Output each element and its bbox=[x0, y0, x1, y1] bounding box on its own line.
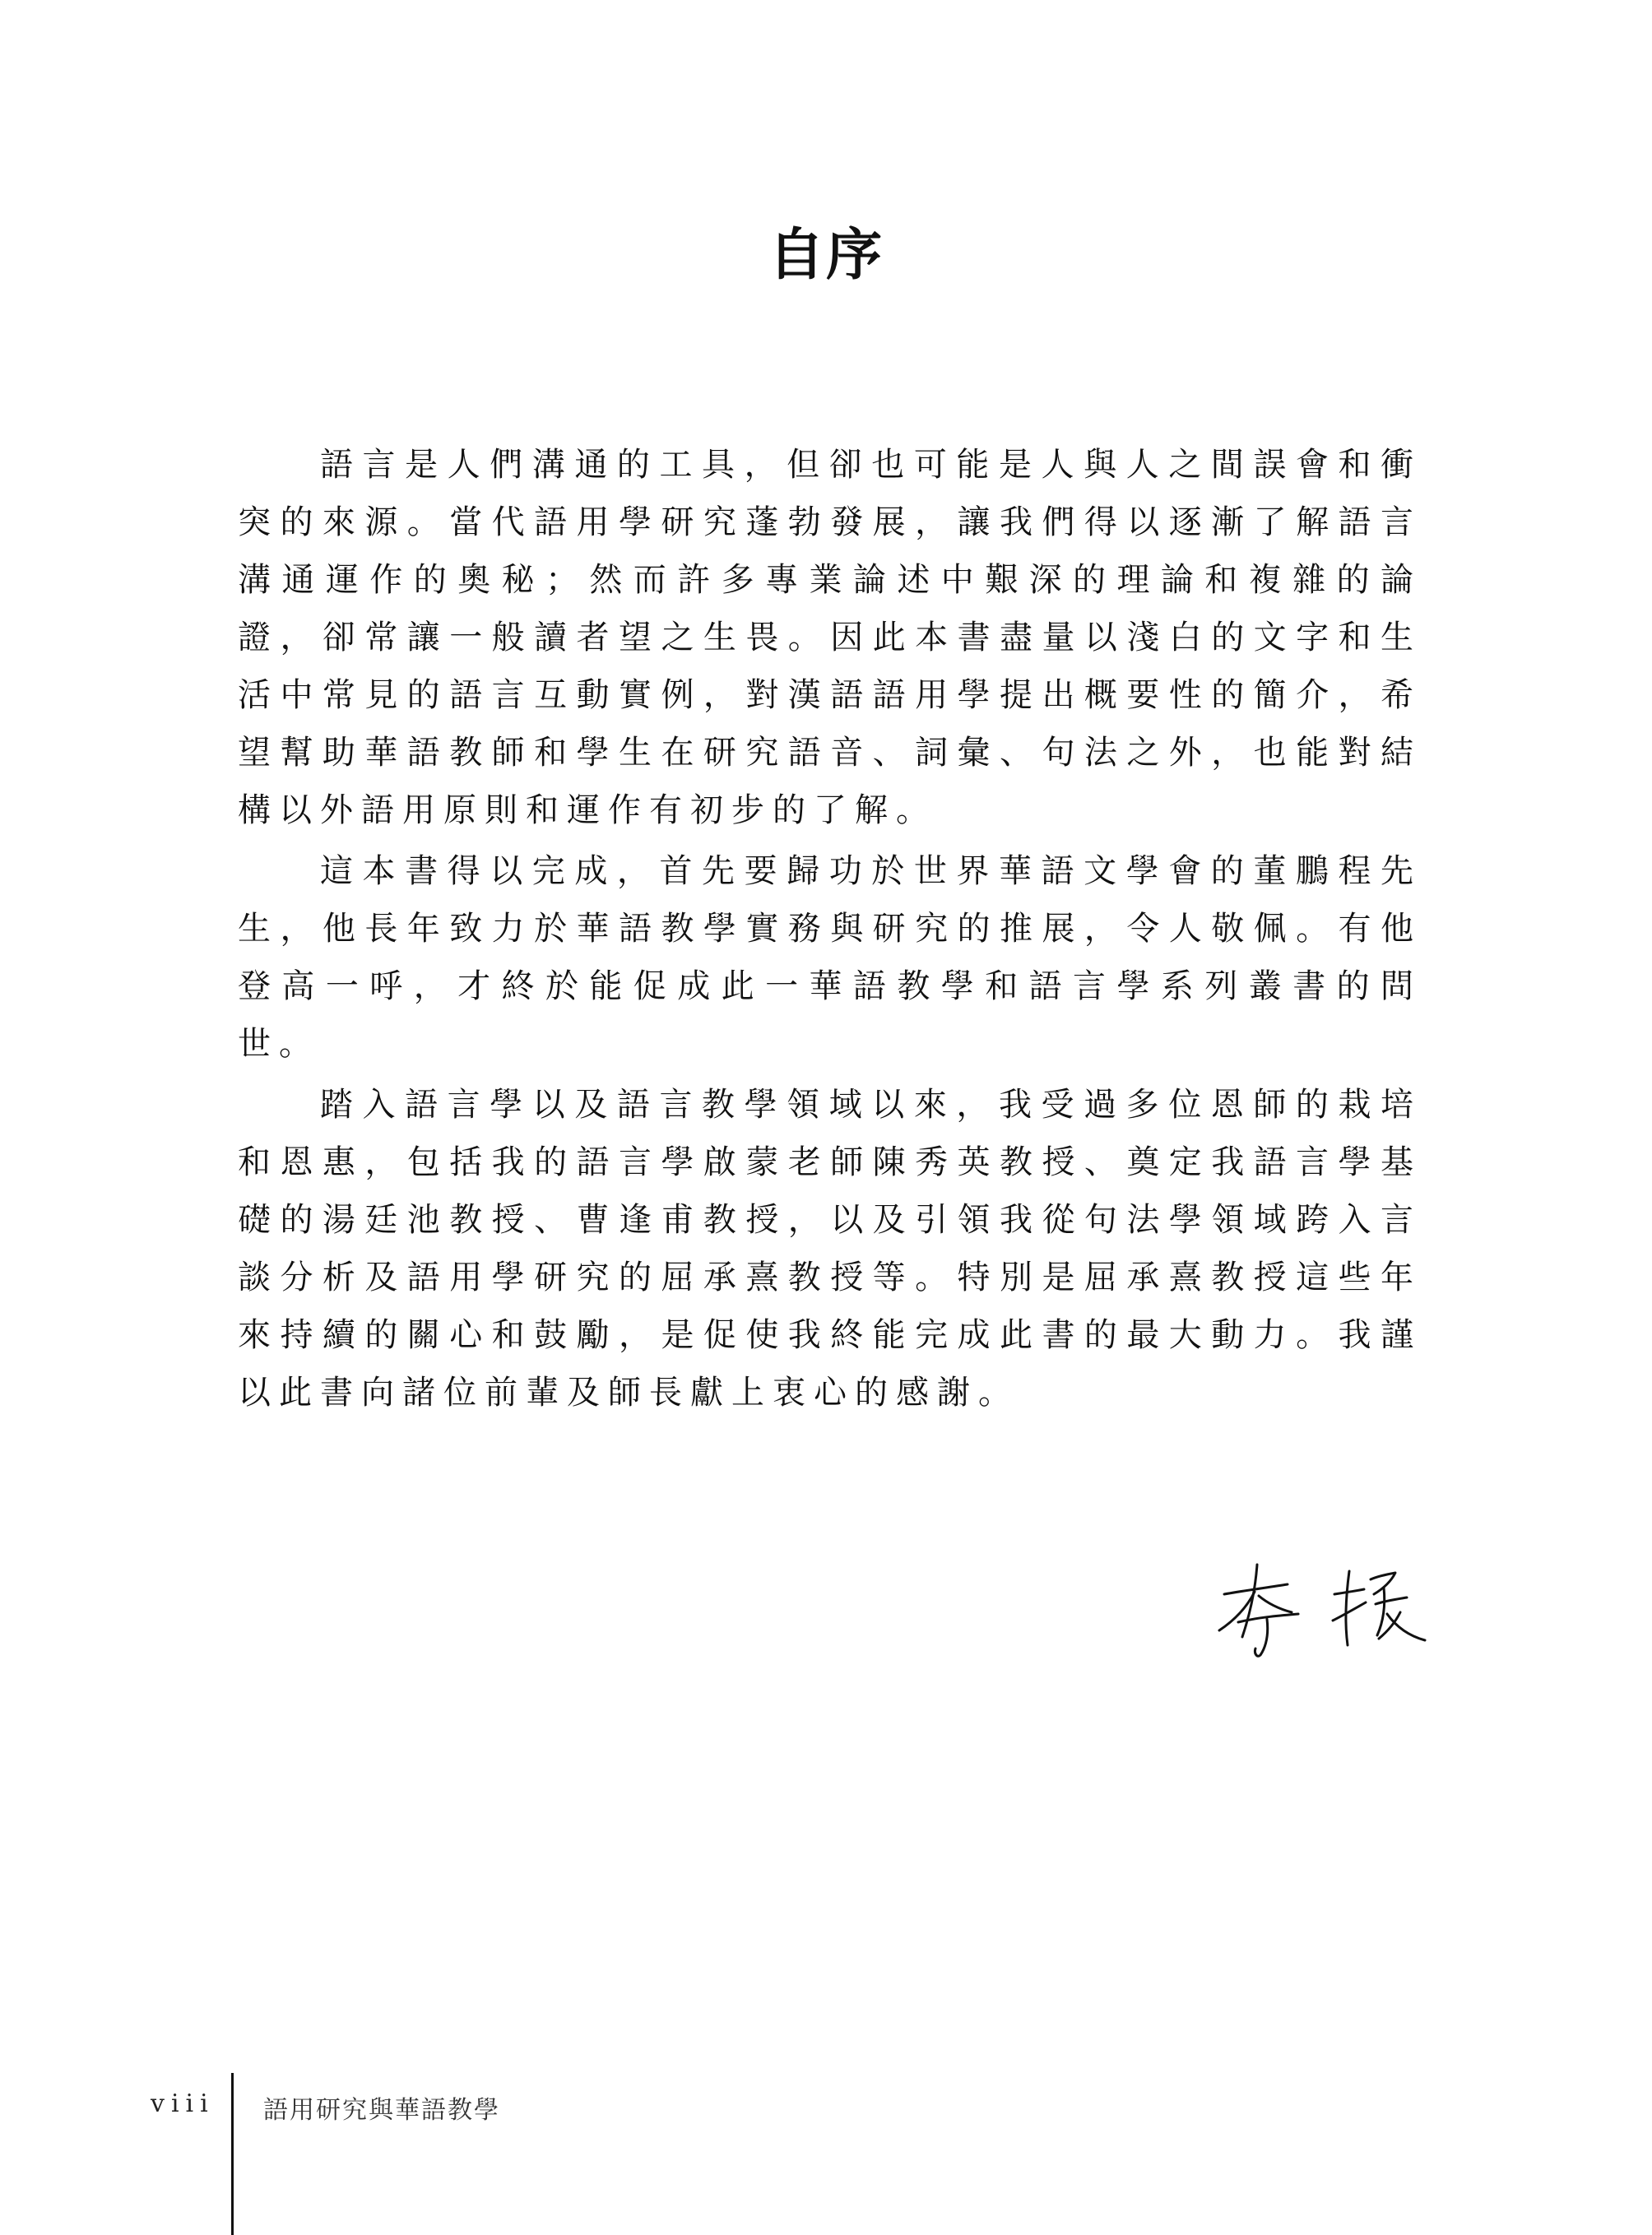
footer-divider bbox=[231, 2073, 234, 2235]
preface-body bbox=[238, 436, 1422, 1425]
paragraph-1: 語言是人們溝通的工具，但卻也可能是人與人之間誤會和衝突的來源。當代語用學研究蓬勃發展，讓我們得以逐漸了解語言溝通運作的奧秘；然而許多專業論述中艱深的理論和複雜的論證，卻常讓一般讀者望之生畏。因此本書盡量以淺白的文字和生活中常見的語言互動實例，對漢語語用學提出概要性的簡介，希望幫助華語教師和學生在研究語音、詞彙、句法之外，也能對結構以外語用原則和運作有初步的了解。 bbox=[238, 446, 1422, 829]
page-number: viii bbox=[151, 2089, 215, 2118]
page-title: 自序 bbox=[768, 222, 884, 288]
running-book-title: 語用研究與華語教學 bbox=[263, 2096, 500, 2125]
handwritten-signature bbox=[1209, 1555, 1432, 1662]
paragraph-2: 這本書得以完成，首先要歸功於世界華語文學會的董鵬程先生，他長年致力於華語教學實務與研究的推展，令人敬佩。有他登高一呼，才終於能促成此一華語教學和語言學系列叢書的問世。 bbox=[238, 852, 1422, 1063]
paragraph-3: 踏入語言學以及語言教學領域以來，我受過多位恩師的栽培和恩惠，包括我的語言學啟蒙老師陳秀英教授、奠定我語言學基礎的湯廷池教授、曹逢甫教授，以及引領我從句法學領域跨入言談分析及語用學研究的屈承熹教授等。特別是屈承熹教授這些年來持續的關心和鼓勵，是促使我終能完成此書的最大動力。我謹以此書向諸位前輩及師長獻上衷心的感謝。 bbox=[238, 1086, 1422, 1412]
